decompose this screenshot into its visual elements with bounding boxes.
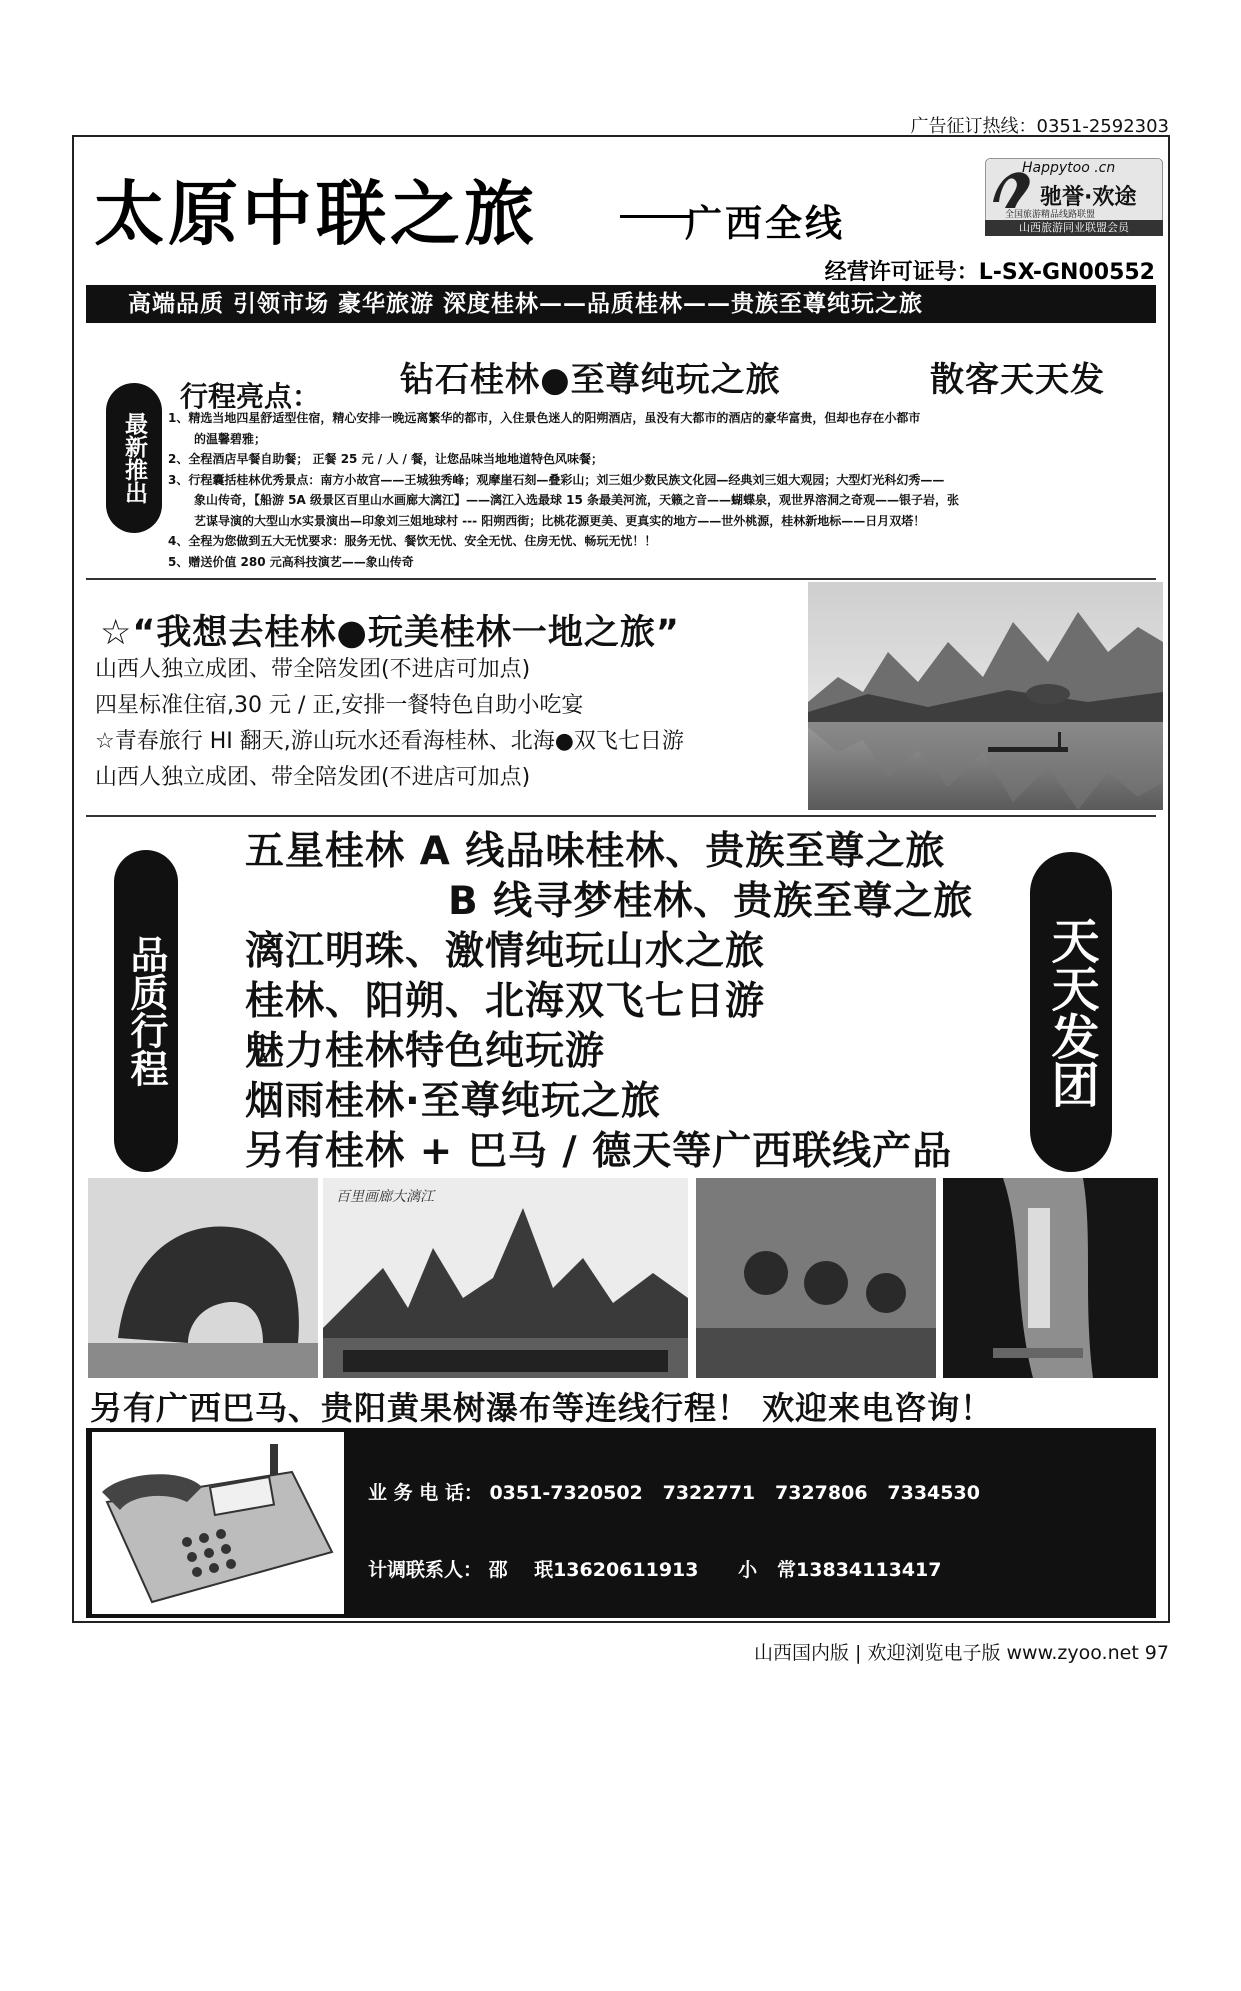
contact-line: 小 郝15698410821 李 娜15934144590 (368, 1635, 934, 1657)
ad-hotline: 广告征订热线：0351-2592303 (910, 116, 1169, 137)
quality-itinerary-text: 品质行程 (124, 935, 168, 1087)
tour-line: 四星标准住宿,30 元 / 正,安排一餐特色自助小吃宴 (95, 693, 584, 718)
highlight-item: 象山传奇，【船游 5A 级景区百里山水画廊大漓江】——漓江入选最球 15 条最美河流，天籁之音——蝴蝶泉，观世界溶洞之奇观——银子岩，张 (194, 493, 960, 507)
logo-name: 驰誉·欢途 (1040, 185, 1137, 210)
logo-tagline: 全国旅游精品线路联盟 (1005, 210, 1096, 220)
highlights-list (168, 408, 1153, 572)
tour-line: 山西人独立成团、带全陪发团(不进店可加点) (95, 765, 531, 790)
highlight-item: 3、行程囊括桂林优秀景点：南方小故宫——王城独秀峰；观摩崖石刻—叠彩山；刘三姐少数民族文化园—经典刘三姐大观园；大型灯光科幻秀—— (168, 472, 945, 487)
contact-line: 团队服务质量监督： 杨敏13994276003 (368, 1941, 736, 1963)
page-footer: 山西国内版 | 欢迎浏览电子版 www.zyoo.net 97 (753, 1642, 1169, 1664)
contact-info (368, 1430, 980, 1991)
daily-departure: 散客天天发 (930, 360, 1105, 400)
new-release-tag (106, 383, 162, 533)
guilin-tour-lines (95, 652, 684, 796)
contact-line: 业 务 电 话： 0351-7320502 7322771 7327806 7334530 (368, 1482, 980, 1504)
guilin-tour-title: ☆“我想去桂林●玩美桂林一地之旅” (100, 613, 680, 653)
logo-url: Happytoo .cn (1022, 160, 1116, 176)
contact-line: 计调联系人： 邵 珉13620611913 小 常13834113417 (368, 1558, 942, 1581)
highlight-item: 艺谋导演的大型山水实景演出—印象刘三姐地球村 --- 阳朔西街；比桃花源更美、更真实的地方——世外桃源，桂林新地标——日月双塔！ (194, 513, 926, 528)
product-line: 另有桂林 + 巴马 / 德天等广西联线产品 (245, 1129, 953, 1174)
photo-strip (88, 1178, 1158, 1378)
product-line: 漓江明珠、激情纯玩山水之旅 (245, 929, 766, 974)
li-river-photo (808, 582, 1163, 810)
telephone-icon (92, 1432, 344, 1614)
product-line: 桂林、阳朔、北海双飞七日游 (245, 979, 766, 1024)
contact-line: 业务联系人： 左晓东13835198546 安子毅13663614569 (368, 1711, 934, 1734)
logo-member-bar: 山西旅游同业联盟会员 (985, 220, 1163, 236)
tour-line: 山西人独立成团、带全陪发团(不进店可加点) (95, 657, 531, 682)
product-line: 烟雨桂林·至尊纯玩之旅 (245, 1079, 661, 1124)
section-divider (86, 578, 1156, 580)
tour-line: ☆青春旅行 HI 翻天,游山玩水还看海桂林、北海●双飞七日游 (95, 729, 684, 754)
highlight-item: 5、赠送价值 280 元高科技演艺——象山传奇 (168, 554, 414, 569)
highlight-item: 2、全程酒店早餐自助餐； 正餐 25 元 / 人 / 餐，让您品味当地地道特色风味餐； (168, 452, 604, 466)
daily-tour-text: 天天发团 (1043, 916, 1099, 1108)
brand-title: 太原中联之旅 (94, 172, 538, 255)
slogan-bar: 高端品质 引领市场 豪华旅游 深度桂林——品质桂林——贵族至尊纯玩之旅 (86, 285, 1156, 323)
product-line: B 线寻梦桂林、贵族至尊之旅 (448, 879, 974, 924)
product-line: 魅力桂林特色纯玩游 (245, 1029, 606, 1074)
photo-caption: 百里画廊大漓江 (336, 1189, 434, 1205)
elephant-trunk-hill-photo (88, 1178, 318, 1378)
title-dash (620, 215, 690, 218)
daily-tour-tag (1030, 852, 1112, 1172)
new-release-tag-text: 最新推出 (121, 412, 147, 504)
contact-line: 工作QQ： 66904776 646913809 1773387812 (368, 1864, 861, 1887)
li-river-gallery-photo (323, 1178, 688, 1378)
more-routes-ad: 另有广西巴马、贵阳黄果树瀑布等连线行程！ 欢迎来电咨询！ (90, 1389, 994, 1427)
highlight-item: 4、全程为您做到五大无忧要求：服务无忧、餐饮无忧、安全无忧、住房无忧、畅玩无忧！！ (168, 534, 657, 548)
quality-itinerary-tag (114, 850, 178, 1172)
highlight-item: 的温馨碧雅； (194, 431, 267, 446)
highlight-item: 1、精选当地四星舒适型住宿，精心安排一晚远离繁华的都市，入住景色迷人的阳朔酒店，虽没有大都市的酒店的豪华富贵，但却也存在小都市 (168, 411, 921, 425)
cave-photo (943, 1178, 1158, 1378)
highlights-title: 行程亮点： (180, 380, 321, 413)
rafting-photo (696, 1178, 936, 1378)
license-number: 经营许可证号：L-SX-GN00552 (824, 260, 1155, 285)
product-line: 五星桂林 A 线品味桂林、贵族至尊之旅 (245, 829, 946, 874)
highlights-banner: 钻石桂林●至尊纯玩之旅 (400, 360, 781, 400)
section-divider (86, 815, 1156, 817)
contact-line: 李肇基18603453422 韩国建15234017090 (368, 1788, 932, 1810)
brand-subtitle: 广西全线 (685, 202, 845, 245)
